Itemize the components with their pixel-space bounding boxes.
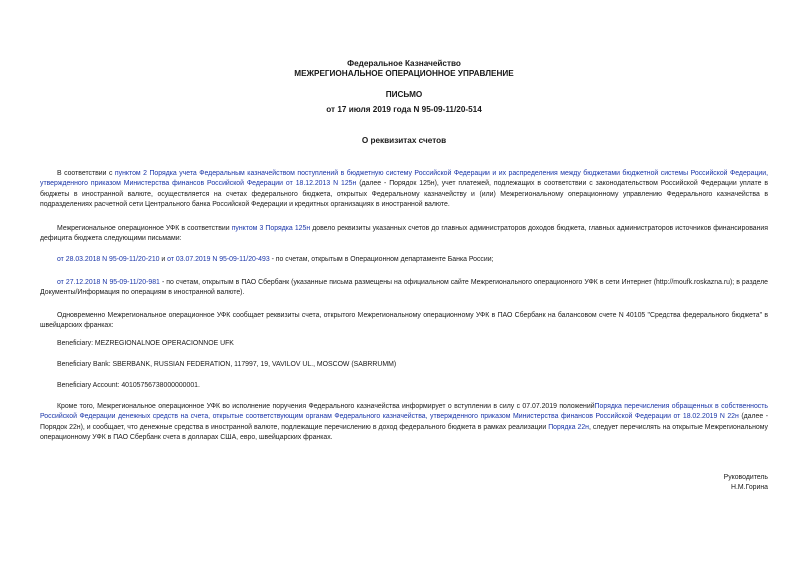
paragraph-6 <box>40 402 768 444</box>
link-order-22n[interactable]: Порядка перечисления обращенных в собственность Российской Федерации денежных средств на счета, открытые соответствующим органам Федерального казначейства, утвержденного приказом Министерства финансов Российской Федерации от 18.02.2019 N 22н <box>40 403 769 421</box>
signature-role: Руководитель <box>723 474 768 481</box>
paragraph-6-text-c: , следует перечислять на открытые Межрегиональному операционному УФК в ПАО Сбербанк счета в долларах США, евро, швейцарских франках. <box>40 423 768 442</box>
paragraph-4 <box>40 278 768 299</box>
link-order-22n-short[interactable]: Порядка 22н <box>548 423 589 431</box>
paragraph-1 <box>40 169 768 211</box>
beneficiary-line: Beneficiary: MEZREGIONALNOE OPERACIONNOE UFK <box>57 340 234 347</box>
paragraph-1-text-b: (далее - Порядок 125н), учет платежей, подлежащих в соответствии с законодательством Российской Федерации уплате в бюджеты в иностранной валюте, осуществляется на счетах федерального бюджета, открытых Федеральному казначейству и (или) Межрегиональному операционному управлению Федерального казначейства в подразделениях расчетной сети Центрального банка Российской Федерации и кредитных организациях в иностранной валюте. <box>40 180 768 209</box>
link-letter-210[interactable]: от 28.03.2018 N 95-09-11/20-210 <box>57 256 160 263</box>
paragraph-3 <box>40 255 768 265</box>
paragraph-2-text-b: довело реквизиты указанных счетов до главных администраторов доходов бюджета, главных администраторов источников финансирования дефицита бюджета следующими письмами: <box>40 225 768 243</box>
paragraph-4-text: - по счетам, открытым в ПАО Сбербанк (указанные письма размещены на официальном сайте Межрегионального операционного УФК в сети Интернет (http://moufk.roskazna.ru); в разделе Документы/Информация по операциям в иностранной валюте). <box>40 279 769 297</box>
document-date-number: от 17 июля 2019 года N 95-09-11/20-514 <box>326 105 482 114</box>
org-name: Федеральное Казначейство <box>347 59 461 68</box>
paragraph-5-text: Одновременно Межрегиональное операционное УФК сообщает реквизиты счета, открытого Межрегиональному операционному УФК в ПАО Сбербанк на балансовом счете N 40105 "Средства федерального бюджета" в швейцарских франках: <box>40 312 768 330</box>
link-order-125n-p2[interactable]: пунктом 2 Порядка учета Федеральным казначейством поступлений в бюджетную систему Российской Федерации и их распределения между бюджетами бюджетной системы Российской Федерации, утвержденного приказом Министерства финансов Российской Федерации от 18.12.2013 N 125н <box>40 170 768 188</box>
link-letter-493[interactable]: от 03.07.2019 N 95-09-11/20-493 <box>167 256 270 263</box>
document-type: ПИСЬМО <box>385 90 423 99</box>
paragraph-2-text-a: Межрегиональное операционное УФК в соответствии <box>57 225 232 232</box>
paragraph-6-text-b: (далее - Порядок 22н), и сообщает, что денежные средства в иностранной валюте, подлежащие перечислению в доход федерального бюджета в рамках реализации <box>40 413 768 431</box>
document-subject: О реквизитах счетов <box>361 136 447 145</box>
signature-name: Н.М.Горина <box>731 484 768 491</box>
link-order-125n-p3[interactable]: пунктом 3 Порядка 125н <box>231 225 311 232</box>
paragraph-1-text-a: В соответствии с <box>57 170 115 177</box>
paragraph-5 <box>40 311 768 332</box>
paragraph-3-text-a: и <box>159 256 168 263</box>
paragraph-3-text-b: - по счетам, открытым в Операционном департаменте Банка России; <box>269 256 494 263</box>
paragraph-6-text-a: Кроме того, Межрегиональное операционное УФК во исполнение поручения Федерального казначейства информирует о вступлении в силу с 07.07.2019 положений <box>57 403 595 410</box>
beneficiary-account-line: Beneficiary Account: 40105756738000000001. <box>57 382 200 389</box>
beneficiary-bank-line: Beneficiary Bank: SBERBANK, RUSSIAN FEDERATION, 117997, 19, VAVILOV UL., MOSCOW (SABRRUMM) <box>57 361 397 368</box>
paragraph-2 <box>40 224 768 245</box>
link-letter-981[interactable]: от 27.12.2018 N 95-09-11/20-981 <box>57 279 160 286</box>
department-name: МЕЖРЕГИОНАЛЬНОЕ ОПЕРАЦИОННОЕ УПРАВЛЕНИЕ <box>294 69 514 78</box>
